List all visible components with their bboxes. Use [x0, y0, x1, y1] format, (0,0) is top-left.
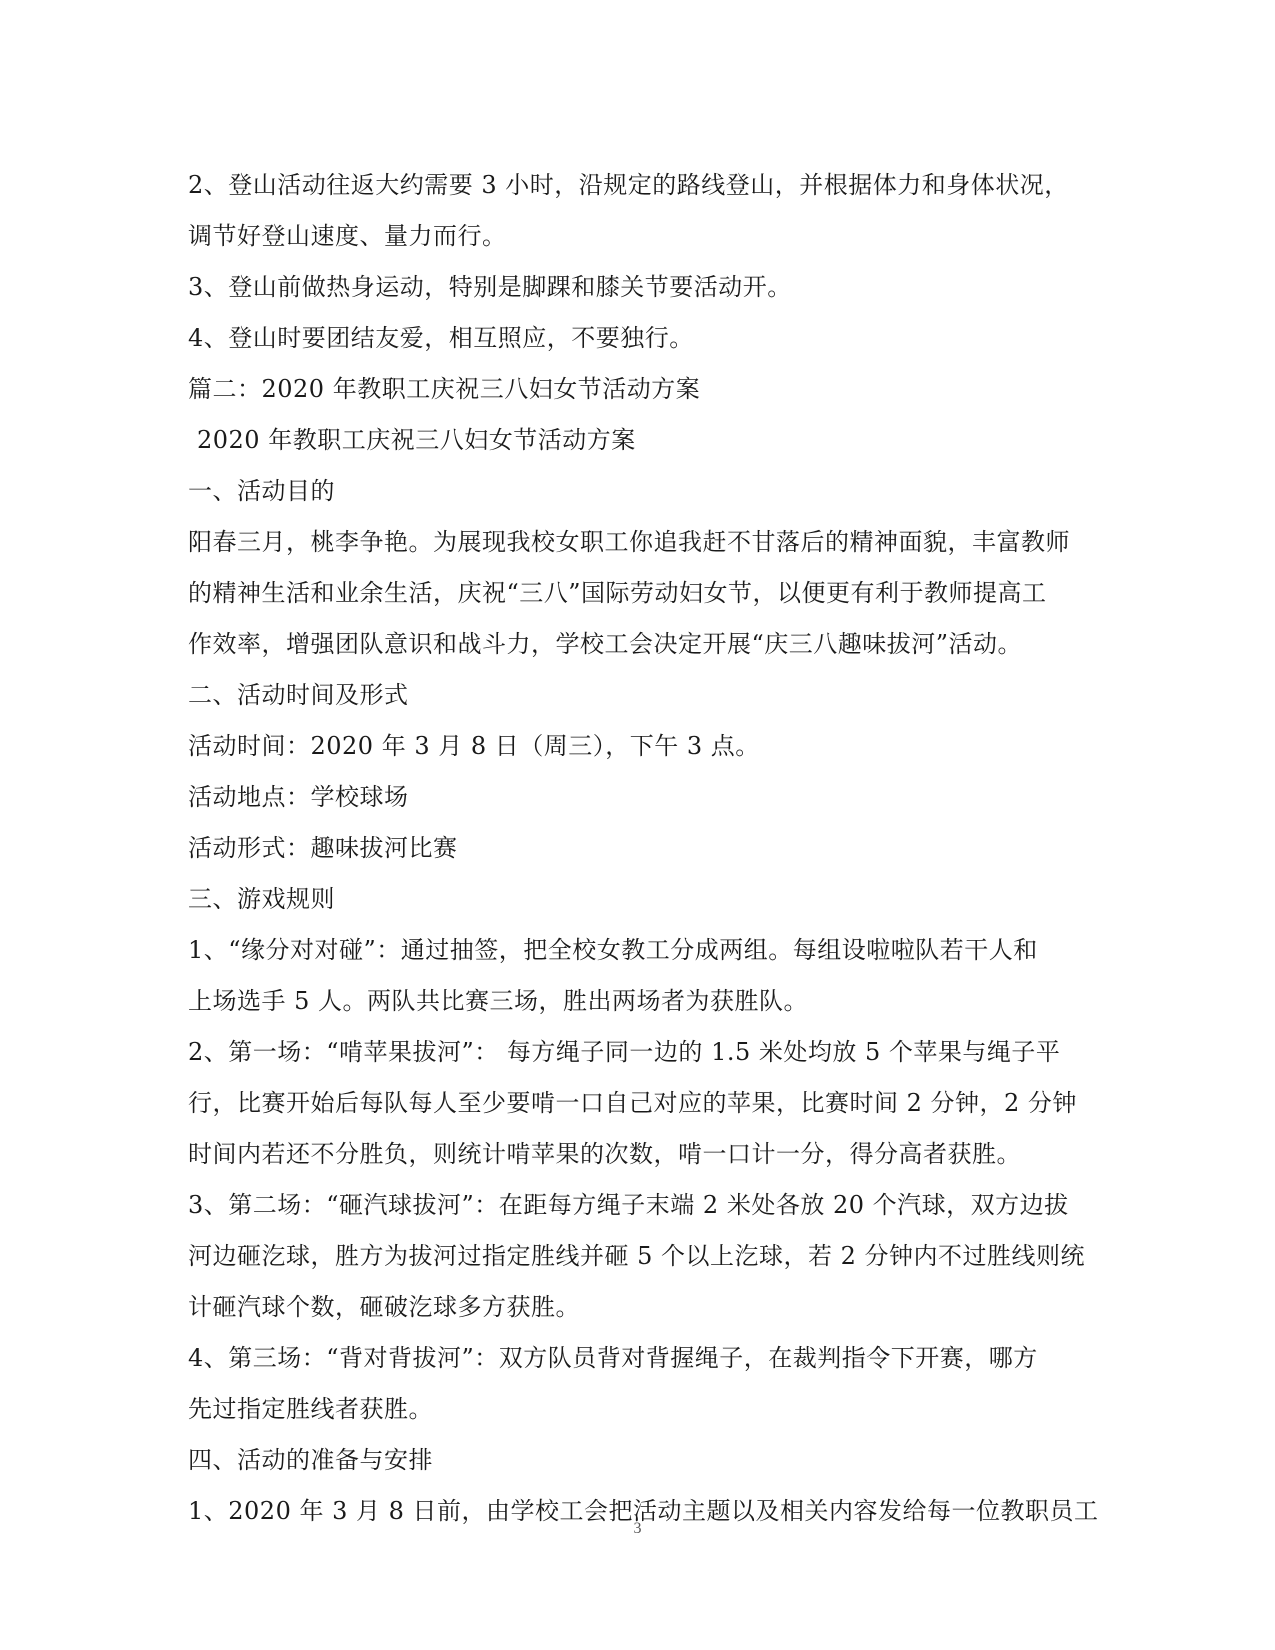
- text-line: 2、第一场：“啃苹果拔河”： 每方绳子同一边的 1.5 米处均放 5 个苹果与绳子平: [188, 1038, 1061, 1066]
- text-line: 上场选手 5 人。两队共比赛三场，胜出两场者为获胜队。: [188, 987, 809, 1015]
- text-line: 1、“缘分对对碰”：通过抽签，把全校女教工分成两组。每组设啦啦队若干人和: [188, 936, 1038, 964]
- text-line: 活动地点：学校球场: [188, 783, 409, 811]
- section-heading: 四、活动的准备与安排: [188, 1446, 433, 1474]
- text-line: 阳春三月，桃李争艳。为展现我校女职工你追我赶不甘落后的精神面貌，丰富教师: [188, 528, 1070, 556]
- section-heading: 三、游戏规则: [188, 885, 335, 913]
- text-line: 先过指定胜线者获胜。: [188, 1395, 433, 1423]
- text-line: 计砸汽球个数，砸破汔球多方获胜。: [188, 1293, 580, 1321]
- page-body: [188, 160, 1099, 1537]
- page-number: 3: [633, 1520, 642, 1537]
- text-line: 调节好登山速度、量力而行。: [188, 222, 507, 250]
- text-line: 4、登山时要团结友爱，相互照应，不要独行。: [188, 324, 694, 352]
- section-heading: 一、活动目的: [188, 477, 335, 505]
- text-line: 活动形式：趣味拔河比赛: [188, 834, 458, 862]
- text-line: 河边砸汔球，胜方为拔河过指定胜线并砸 5 个以上汔球，若 2 分钟内不过胜线则统: [188, 1242, 1086, 1270]
- text-line: 3、第二场：“砸汽球拔河”：在距每方绳子末端 2 米处各放 20 个汽球，双方边拔: [188, 1191, 1069, 1219]
- text-line: 时间内若还不分胜负，则统计啃苹果的次数，啃一口计一分，得分高者获胜。: [188, 1140, 1021, 1168]
- text-line: 的精神生活和业余生活，庆祝“三八”国际劳动妇女节，以便更有利于教师提高工: [188, 579, 1047, 607]
- text-line: 4、第三场：“背对背拔河”：双方队员背对背握绳子，在裁判指令下开赛，哪方: [188, 1344, 1038, 1372]
- text-line: 作效率，增强团队意识和战斗力，学校工会决定开展“庆三八趣味拔河”活动。: [188, 630, 1023, 658]
- text-line: 1、2020 年 3 月 8 日前，由学校工会把活动主题以及相关内容发给每一位教职员工: [188, 1497, 1099, 1525]
- text-line: 活动时间：2020 年 3 月 8 日（周三），下午 3 点。: [188, 732, 760, 760]
- document-title: 2020 年教职工庆祝三八妇女节活动方案: [197, 426, 636, 454]
- section-heading: 篇二：2020 年教职工庆祝三八妇女节活动方案: [188, 375, 701, 403]
- section-heading: 二、活动时间及形式: [188, 681, 409, 709]
- text-line: 2、登山活动往返大约需要 3 小时，沿规定的路线登山，并根据体力和身体状况，: [188, 171, 1069, 199]
- text-line: 3、登山前做热身运动，特别是脚踝和膝关节要活动开。: [188, 273, 792, 301]
- text-line: 行，比赛开始后每队每人至少要啃一口自己对应的苹果，比赛时间 2 分钟，2 分钟: [188, 1089, 1077, 1117]
